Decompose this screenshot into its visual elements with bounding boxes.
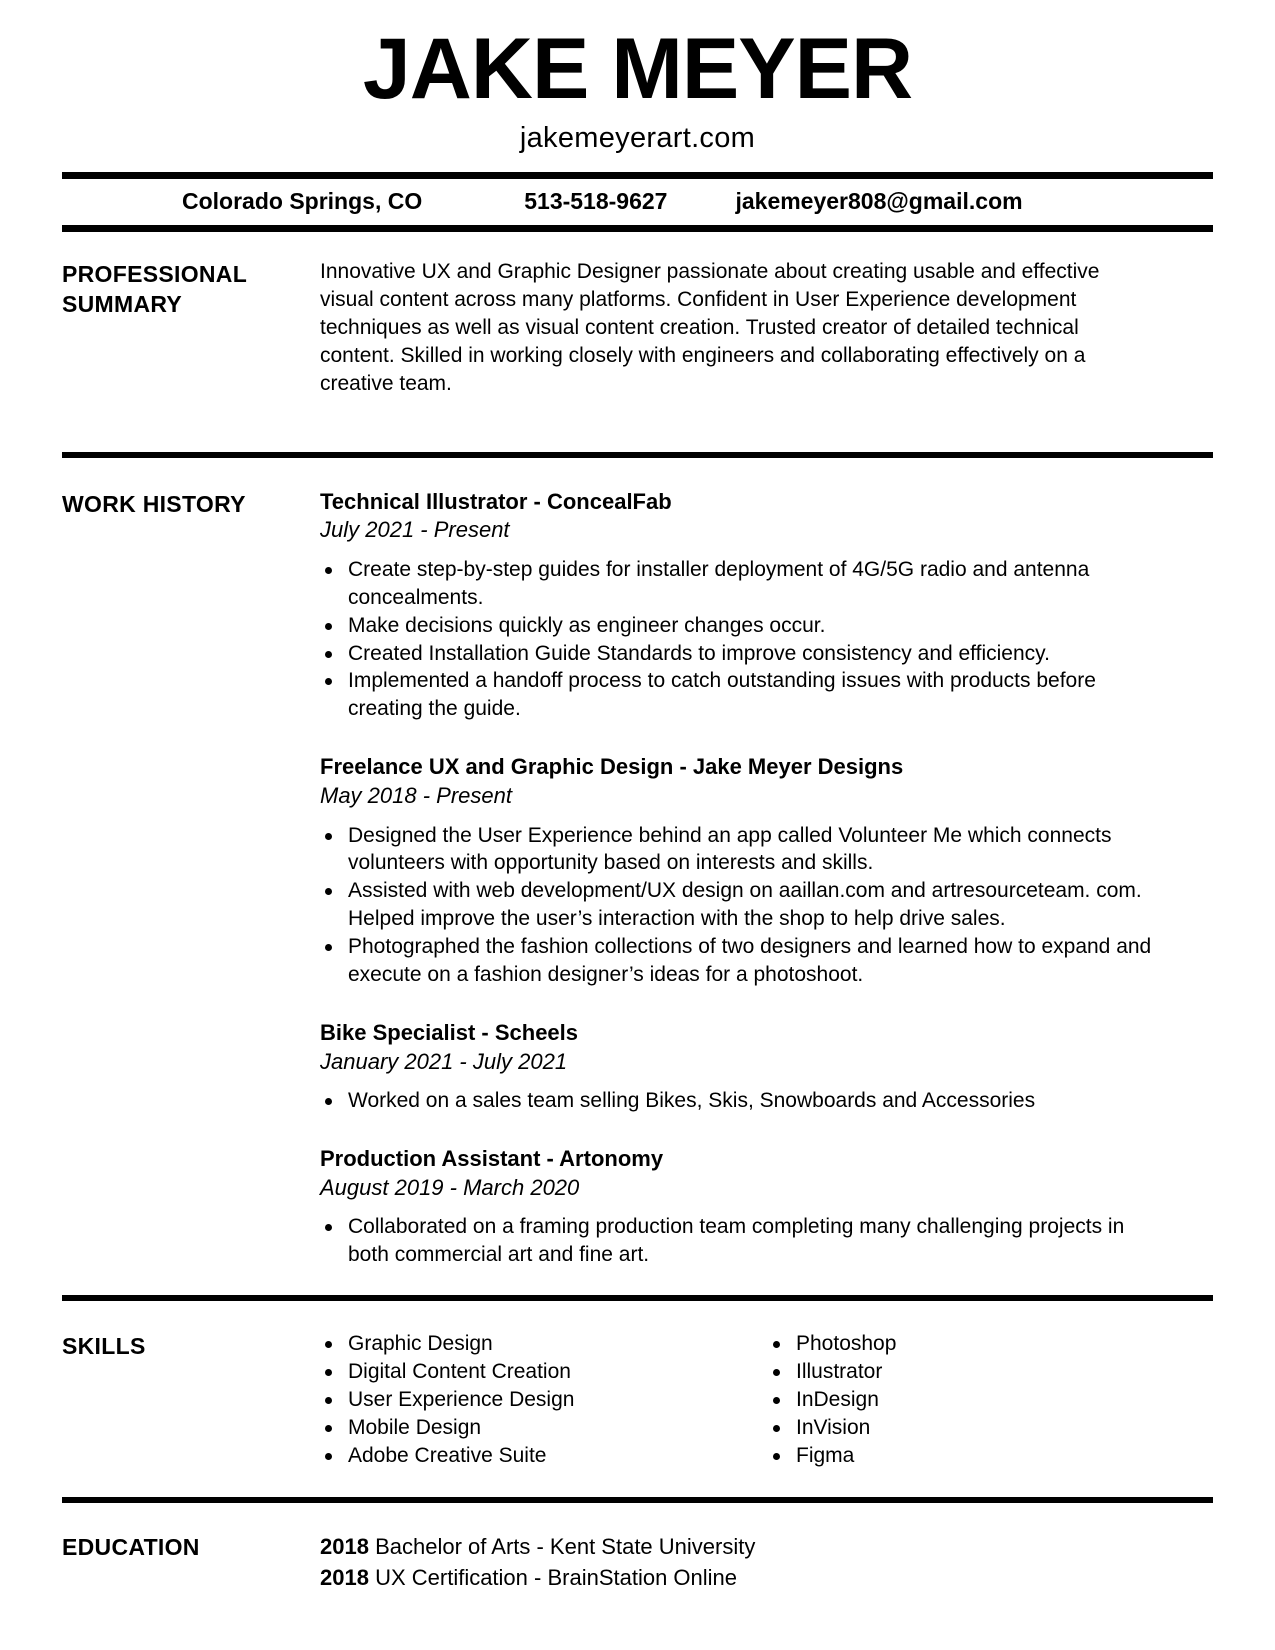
bullet-item xyxy=(320,556,1152,612)
job-dates: August 2019 - March 2020 xyxy=(320,1174,580,1200)
contact-bar xyxy=(62,172,1213,232)
bullet-item xyxy=(320,933,1152,989)
skill-text: User Experience Design xyxy=(348,1388,575,1412)
section-skills xyxy=(62,1301,1213,1497)
bullet-dot-icon xyxy=(325,833,332,840)
job-entry xyxy=(320,1145,1152,1269)
bullet-text: Collaborated on a framing production team completing many challenging projects in both commercial art and fine art. xyxy=(348,1215,1125,1267)
bullet-text: Created Installation Guide Standards to improve consistency and efficiency. xyxy=(348,641,1050,665)
job-title: Production Assistant - Artonomy xyxy=(320,1146,664,1172)
skill-item xyxy=(768,1386,896,1414)
section-professional-summary xyxy=(62,232,1213,452)
bullet-dot-icon xyxy=(325,678,332,685)
bullet-dot-icon xyxy=(325,623,332,630)
summary-text: Innovative UX and Graphic Designer passionate about creating usable and effective visual content across many platforms. Confident in User Experience development techniques as well as visual content creation. Trusted creator of detailed technical content. Skilled in working closely with engineers and collaborating effectively on a creative team. xyxy=(320,260,1100,395)
bullet-dot-icon xyxy=(325,1453,332,1460)
bullet-dot-icon xyxy=(773,1369,780,1376)
bullet-item xyxy=(320,877,1152,933)
skill-item xyxy=(768,1358,896,1386)
job-title: Bike Specialist - Scheels xyxy=(320,1020,579,1046)
skills-column-1 xyxy=(320,1330,768,1470)
education-detail: UX Certification - BrainStation Online xyxy=(375,1565,738,1591)
job-entry xyxy=(320,753,1152,989)
bullet-item xyxy=(320,822,1152,878)
bullet-dot-icon xyxy=(325,1425,332,1432)
job-bullets xyxy=(320,1213,1152,1269)
bullet-text: Create step-by-step guides for installer deployment of 4G/5G radio and antenna concealments. xyxy=(348,557,1090,609)
job-bullets xyxy=(320,556,1152,724)
skill-text: Photoshop xyxy=(796,1332,897,1356)
education-row xyxy=(320,1562,1152,1593)
bullet-item xyxy=(320,667,1152,723)
bullet-item xyxy=(320,1213,1152,1269)
skills-column-2 xyxy=(768,1330,896,1470)
bullet-dot-icon xyxy=(325,1341,332,1348)
bullet-dot-icon xyxy=(325,944,332,951)
person-name: JAKE MEYER xyxy=(362,21,913,117)
bullet-text: Designed the User Experience behind an app called Volunteer Me which connects volunteers with opportunity based on interests and skills. xyxy=(348,823,1112,875)
job-title: Technical Illustrator - ConcealFab xyxy=(320,488,672,514)
bullet-dot-icon xyxy=(325,1224,332,1231)
skill-text: Digital Content Creation xyxy=(348,1360,571,1384)
skill-item xyxy=(768,1330,896,1358)
job-bullets xyxy=(320,822,1152,990)
section-work-history xyxy=(62,458,1213,1296)
skill-text: Mobile Design xyxy=(348,1415,482,1439)
bullet-dot-icon xyxy=(325,1098,332,1105)
bullet-dot-icon xyxy=(325,567,332,574)
bullet-dot-icon xyxy=(773,1425,780,1432)
job-dates: July 2021 - Present xyxy=(320,517,510,543)
education-section-label: EDUCATION xyxy=(62,1533,200,1560)
summary-section-label: PROFESSIONAL SUMMARY xyxy=(62,261,247,318)
skill-text: Graphic Design xyxy=(348,1332,493,1356)
bullet-text: Worked on a sales team selling Bikes, Skis, Snowboards and Accessories xyxy=(348,1089,1036,1113)
bullet-text: Photographed the fashion collections of two designers and learned how to expand and execute on a fashion designer’s ideas for a photoshoot. xyxy=(348,935,1152,987)
work-history-section-label: WORK HISTORY xyxy=(62,490,246,517)
skill-item xyxy=(768,1442,896,1470)
job-entry xyxy=(320,1019,1152,1115)
skill-item xyxy=(320,1442,768,1470)
education-year: 2018 xyxy=(320,1533,369,1559)
skill-text: Figma xyxy=(796,1443,855,1467)
bullet-dot-icon xyxy=(325,1397,332,1404)
bullet-dot-icon xyxy=(325,651,332,658)
contact-email: jakemeyer808@gmail.com xyxy=(735,188,1023,214)
skill-item xyxy=(768,1414,896,1442)
bullet-dot-icon xyxy=(325,1369,332,1376)
job-bullets xyxy=(320,1087,1152,1115)
skill-item xyxy=(320,1414,768,1442)
job-title: Freelance UX and Graphic Design - Jake Meyer Designs xyxy=(320,754,904,780)
bullet-dot-icon xyxy=(325,888,332,895)
bullet-text: Implemented a handoff process to catch outstanding issues with products before creating the guide. xyxy=(348,669,1096,721)
skill-item xyxy=(320,1330,768,1358)
bullet-dot-icon xyxy=(773,1341,780,1348)
section-education xyxy=(62,1503,1213,1593)
education-row xyxy=(320,1531,1152,1562)
education-detail: Bachelor of Arts - Kent State University xyxy=(375,1533,756,1559)
job-dates: January 2021 - July 2021 xyxy=(320,1048,568,1074)
header xyxy=(62,0,1213,155)
skill-text: Illustrator xyxy=(796,1360,883,1384)
job-dates: May 2018 - Present xyxy=(320,782,512,808)
contact-location: Colorado Springs, CO xyxy=(182,188,423,214)
skills-section-label: SKILLS xyxy=(62,1333,146,1360)
skill-item xyxy=(320,1358,768,1386)
bullet-item xyxy=(320,1087,1152,1115)
website-text: jakemeyerart.com xyxy=(519,122,756,154)
bullet-item xyxy=(320,640,1152,668)
bullet-dot-icon xyxy=(773,1397,780,1404)
bullet-item xyxy=(320,612,1152,640)
skill-text: Adobe Creative Suite xyxy=(348,1443,547,1467)
contact-phone: 513-518-9627 xyxy=(524,188,668,214)
education-year: 2018 xyxy=(320,1565,369,1591)
skill-text: InVision xyxy=(796,1415,871,1439)
skill-item xyxy=(320,1386,768,1414)
job-entry xyxy=(320,488,1152,724)
bullet-text: Make decisions quickly as engineer changes occur. xyxy=(348,613,826,637)
bullet-text: Assisted with web development/UX design on aaillan.com and artresourceteam. com. Helped improve the user’s interaction with the shop to help drive sales. xyxy=(348,879,1142,931)
skill-text: InDesign xyxy=(796,1388,879,1412)
bullet-dot-icon xyxy=(773,1453,780,1460)
